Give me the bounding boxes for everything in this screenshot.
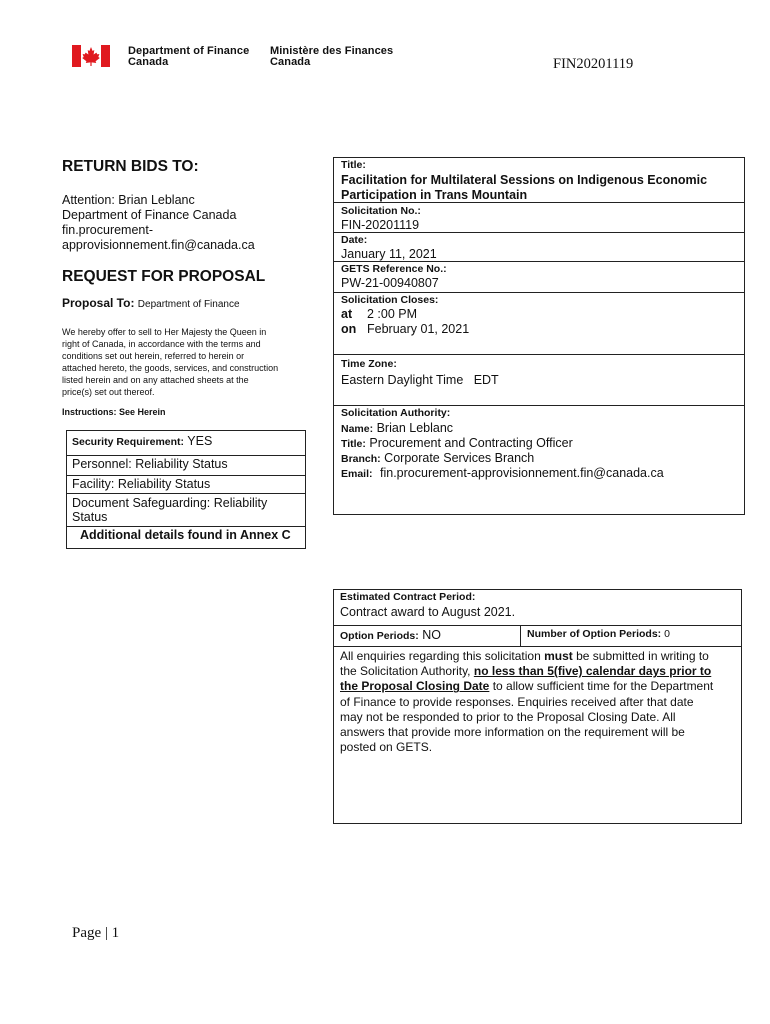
contract-period-value: Contract award to August 2021. <box>340 605 516 619</box>
closes-date: on February 01, 2021 <box>341 322 470 336</box>
file-number: FIN20201119 <box>553 56 634 72</box>
rfp-heading: REQUEST FOR PROPOSAL <box>62 268 266 285</box>
closes-label: Solicitation Closes: <box>341 294 439 306</box>
security-annex-note: Additional details found in Annex C <box>80 528 291 542</box>
security-requirement: Security Requirement: YES <box>72 434 213 448</box>
department-name-english: Department of Finance Canada <box>128 45 250 68</box>
closes-time: at 2 :00 PM <box>341 307 418 321</box>
enquiries-paragraph: All enquiries regarding this solicitation must be submitted in writing to the Solicitation Authority, no less than 5(five) calendar days prior to the Proposal Closing Date to allow sufficient time for the Department of Finance to provide responses. Enquiries received after that date may not be responded to prior to the Proposal Closing Date. All answers that provide more information on the requirement will be posted on GETS. <box>340 649 714 755</box>
offer-text: We hereby offer to sell to Her Majesty the Queen in right of Canada, in accordance with the terms and conditions set out herein, referred to herein or attached hereto, the goods, services, and construction listed herein and on any attached sheets at the price(s) set out thereof. <box>62 327 279 397</box>
canada-flag-icon <box>72 45 110 67</box>
authority-name: Name: Brian Leblanc <box>341 421 454 435</box>
contract-period-label: Estimated Contract Period: <box>340 591 476 603</box>
gets-label: GETS Reference No.: <box>341 263 447 275</box>
security-document: Document Safeguarding: Reliability Status <box>72 496 268 524</box>
solicitation-no-value: FIN-20201119 <box>341 218 420 232</box>
option-periods: Option Periods: NO <box>340 628 441 642</box>
authority-email: Email: fin.procurement-approvisionnement.fin@canada.ca <box>341 466 664 480</box>
date-value: January 11, 2021 <box>341 247 437 261</box>
proposal-to: Proposal To: Department of Finance <box>62 296 240 310</box>
number-of-option-periods: Number of Option Periods: 0 <box>527 628 670 640</box>
department-name-french: Ministère des Finances Canada <box>270 45 394 68</box>
authority-title: Title: Procurement and Contracting Officer <box>341 436 573 450</box>
security-facility: Facility: Reliability Status <box>72 477 211 491</box>
solicitation-no-label: Solicitation No.: <box>341 205 421 217</box>
instructions: Instructions: See Herein <box>62 407 166 417</box>
page-number: Page | 1 <box>72 925 120 941</box>
timezone-label: Time Zone: <box>341 358 397 370</box>
return-bids-address: Attention: Brian Leblanc Department of Finance Canada fin.procurement- approvisionnement.fin@canada.ca <box>62 193 255 252</box>
title-label: Title: <box>341 159 366 171</box>
security-personnel: Personnel: Reliability Status <box>72 457 228 471</box>
gets-value: PW-21-00940807 <box>341 276 439 290</box>
timezone-value: Eastern Daylight Time EDT <box>341 373 499 387</box>
authority-branch: Branch: Corporate Services Branch <box>341 451 535 465</box>
authority-label: Solicitation Authority: <box>341 407 451 419</box>
date-label: Date: <box>341 234 368 246</box>
solicitation-title: Facilitation for Multilateral Sessions on Indigenous Economic Participation in Trans Mountain <box>341 173 708 202</box>
return-bids-heading: RETURN BIDS TO: <box>62 158 199 175</box>
